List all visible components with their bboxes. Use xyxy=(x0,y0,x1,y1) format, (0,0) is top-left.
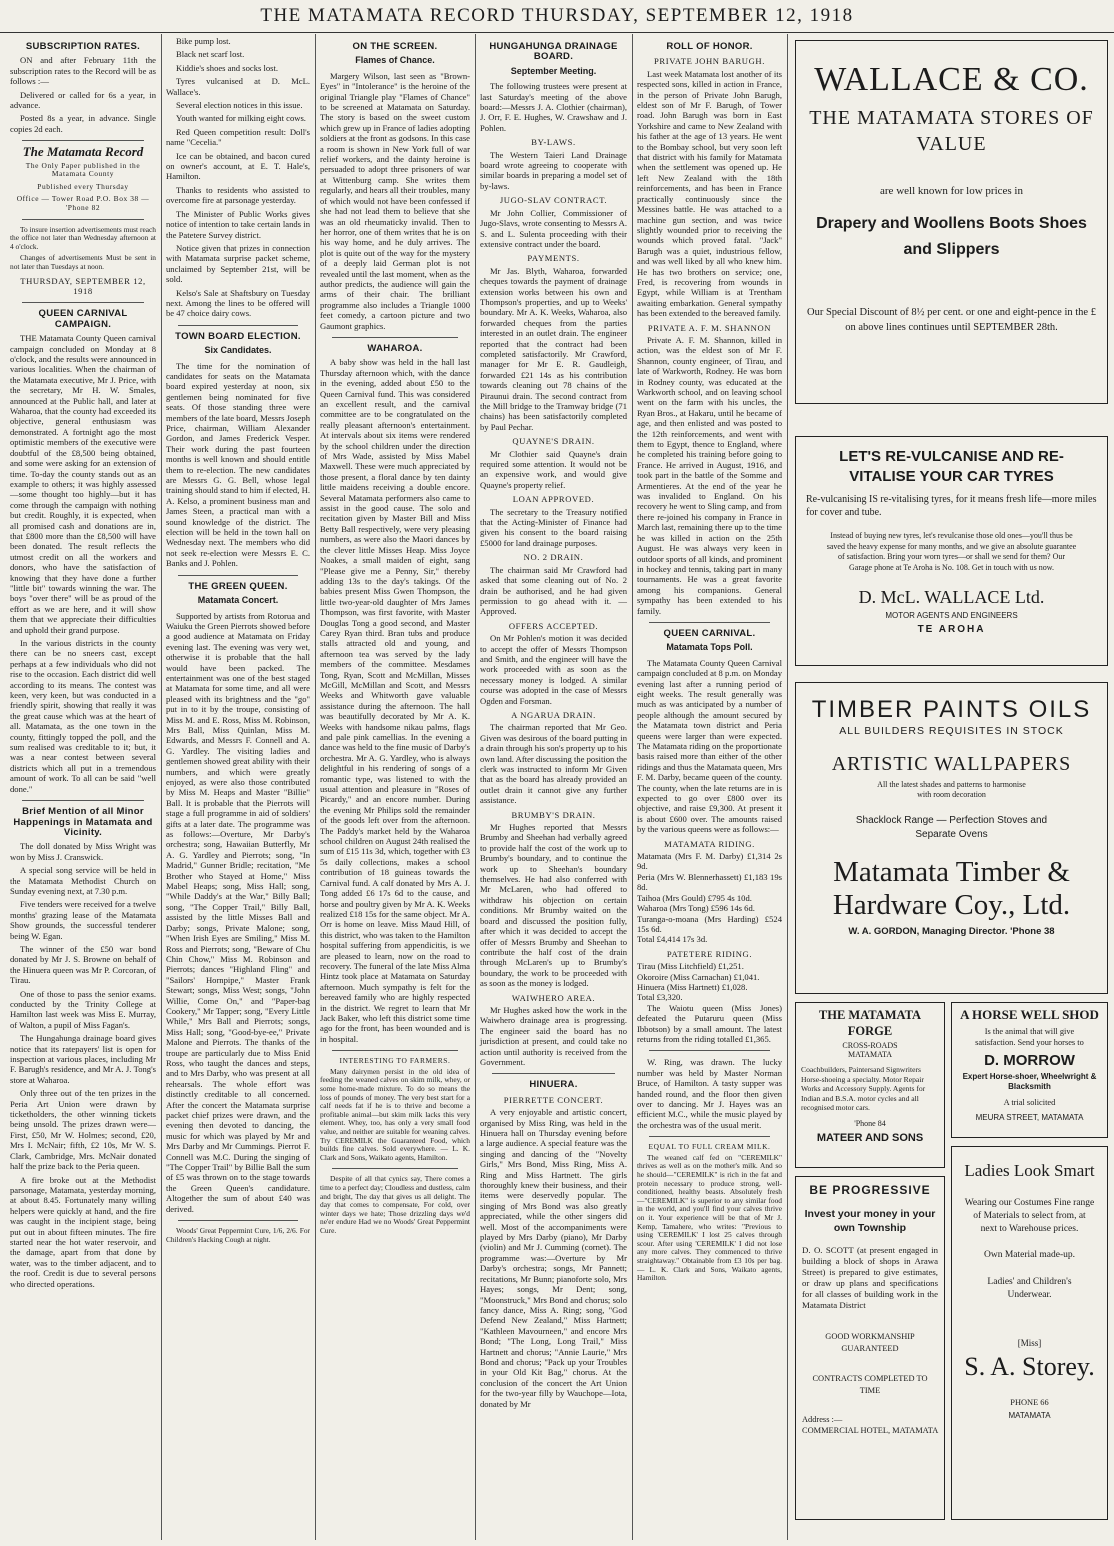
article-heading: INTERESTING TO FARMERS. xyxy=(339,1056,451,1066)
advert-firm: D. MORROW xyxy=(984,1052,1075,1069)
text: Only three out of the ten prizes in the Peria Art Union were drawn by ticketholders, the other winning tickets being unsold. The prizes drawn were—First, £50, Mr W. Holmes; second, £20, Mrs I. McNair; fifth, £2 10s, Mr W. S. Clark, Cambridge, Mrs. McNair donated half the prize back to the Peria queen. xyxy=(10,1088,156,1172)
article-heading: WAHAROA. xyxy=(367,342,423,354)
advert-subtitle: Invest your money in your own Township xyxy=(804,1208,936,1234)
text: Is the animal that will give satisfaction. Send your horses to xyxy=(975,1027,1084,1047)
divider xyxy=(649,1136,770,1137)
text: MOTOR AGENTS AND ENGINEERS xyxy=(885,611,1018,620)
divider xyxy=(178,575,298,576)
text: Youth wanted for milking eight cows. xyxy=(176,113,306,124)
section-caption: QUAYNE'S DRAIN. xyxy=(512,436,595,447)
text: Coachbuilders, Paintersand Signwriters Horse-shoeing a specialty. Motor Repair Works and Accessory Supply. Agents for Indian and B.S.A. motor cycles and all recognised motor cars. xyxy=(801,1065,926,1113)
advert-title: WALLACE & CO. xyxy=(814,61,1089,98)
column-5 xyxy=(633,36,786,1538)
section-caption: OFFERS ACCEPTED. xyxy=(508,620,599,631)
text: The chairman reported that Mr Geo. Given was desirous of the board putting in a drain through his son's property up to his own land. After discussing the position the clerk was instructed to inform Mr Given that as the board has already provided an outlet drain it cannot give any further assistance. xyxy=(480,722,627,806)
text: PHONE 66 xyxy=(1010,1398,1049,1407)
text: Private A. F. M. Shannon, killed in action, was the eldest son of Mr F. Shannon, county engineer, of Tirau, and late of Warkworth, Rodney. He was born in Rodney county, was educated at the Warkworth school, and on leaving school went on the farm with his uncles, the Ryan Bros., at Hakaru, until he became of age, and then enlisted and was posted to the 12th reinforcements, and went with them to Egypt, thence to England, where he completed his training before going to France. He arrived in August, 1916, and took part in the battle of the Somme and Armentieres. At the end of the year he was invalided to England. On his recovery he went to Sling camp, and from there re-joined his company in France in March last, remaining there up to the time he was killed in action on the 25th August. He was always very keen in outdoor sports of all kinds, and prominent in hockey and tennis, taking part in many tournaments. He was a great favorite among his companions. General sympathy has been extended to his family. xyxy=(637,334,782,616)
text: ON and after February 11th the subscription rates to the Record will be as follows :— xyxy=(10,55,156,87)
timber-advert xyxy=(795,682,1108,994)
text: Hinuera (Miss Hartnett) £1,028. xyxy=(637,981,748,992)
text: Supported by artists from Rotorua and Waiuku the Green Pierrots showed before a good audience at Matamata on Friday evening last. The evening was very wet, otherwise it is probable that the hall would have been packed. The entertainment was one of the best staged at Matamata for some time, and all were pleased with its brightness and the "go" put in to it by the troupe, consisting of Miss M. and E. Ross, Miss M. Robinson, Mrs Ball, Miss Quinlan, Miss M. Edwards, and Messrs F. Connell and A. G. Yardley. The visiting ladies and gentlemen showed great ability with their numbers, and which were greatly enjoyed, as were also those contributed by Miss M. Heaps and Master "Billie" Ball. It is probable that the Pierrots will stage a full programme in aid of soldiers' gifts at a later date. The programme was as follows:—Overture, Mr Darby's orchestra; song, Hawaiian Butterfly, Mr A. G. Yardley and Pierrots; song, "In Madrid," Gunner Bridle; recitation, "Me Brother who Stayed at Home," Miss Mabel Heaps; song, Miss Hall; song, "While Daddy's at the War," Billy Ball; song, "The Copper Trail," Billy Ball, assisted by the little Misses Ball and Darby; songs, Private Malone; song, "When Irish Eyes are Smiling," Miss M. Ross and Pierrots; song, "Beware of Chu Chin Chow," Miss M. Robinson and Pierrots; dances "Highland Fling" and "Sailors' Hornpipe," Master Frank Stewart; songs, Miss West; songs, "John Willie, Come On," and "Paper-bag Cookery," Mr Tapper; song, "Every Little While," Mrs Ball and Pierrots; songs, Miss Hall; song, "Good-bye-ee," Private Malone and Pierrots. The thanks of the troupe are particularly due to Miss Enid Ross, who taught the dances and steps, and to Mrs Darby, who was present at all rehearsals. The whole effort was distinctly creditable to all concerned. After the concert the Matamata surprise packet chief prizes were drawn, and the evening then devoted to dancing, the music for which was played by Mr and Mrs Darby and Mr Cummings. Pierrot F. Connell was M.C. During the singing of "The Copper Trail" by Billie Ball the sum of £5 was thrown on to the stage towards the Green Queen's candidature. Altogether the sum of about £40 was derived. xyxy=(166,610,310,1214)
advert-title: BE PROGRESSIVE xyxy=(809,1183,931,1197)
progressive-advert xyxy=(795,1176,945,1520)
advert-highlight: Drapery and Woollens Boots Shoes and Slippers xyxy=(816,215,1087,258)
divider xyxy=(492,1073,615,1074)
text: The weaned calf fed on "CEREMILK" thrives as well as on the mother's milk. And so he should—"CEREMILK" is rich in the fat and protein necessary to produce strong, well-conditioned, healthy beasts. Absolutely fresh—"CEREMILK" is superior to any similar food in the world, and you'll find your calves thrive on it. Your experience will be that of Mr J. Kemp, Tamahere, who writes: "Previous to using 'CEREMILK' I lost 25 calves through scour. After using 'CEREMILK' I did not lose any more calves. They commenced to thrive straightaway." Obtainable from £3 10s per bag. — L. K. Clark and Sons, Waikato agents, Hamilton. xyxy=(637,1152,782,1283)
divider xyxy=(22,219,144,220)
divider xyxy=(22,800,144,801)
section-caption: BRUMBY'S DRAIN. xyxy=(511,809,596,820)
article-heading: QUEEN CARNIVAL. xyxy=(663,627,756,639)
text: Total £4,414 17s 3d. xyxy=(637,934,708,945)
text: Office — Tower Road P.O. Box 38 — 'Phone 82 xyxy=(16,194,150,213)
text: Last week Matamata lost another of its respected sons, killed in action in France, in the person of Private John Barugh, eldest son of Mr F. Barugh, of Tower road. John Barugh was born in East Yorkshire and came to New Zealand with his father at the age of 13 years. He went to the Bombay school, but very soon left that district with his family for Matamata when the settlement was opened up. He left New Zealand with the 18th reinforcements, and has been in France practically continuously since the Messines battle. He was attached to a machine gun section, and was twice slightly wounded prior to receiving the wounds which proved fatal. "Jack" Barugh was a quiet, industrious fellow, and was well liked by all who knew him. He has two brothers on service; one, Fred, is recovering from wounds in Egypt, while William is at Trentham awaiting embarkation. General sympathy has been extended to the bereaved family. xyxy=(637,68,782,319)
advert-firm: MATEER AND SONS xyxy=(816,1131,924,1144)
wallace-advert xyxy=(795,40,1108,404)
text: D. O. SCOTT (at present engaged in building a block of shops in Arawa Street) is prepared to give estimates, or draw up plans and specifications for all classes of building work in the Matamata District xyxy=(802,1245,938,1310)
text: Turanga-o-moana (Mrs Harding) £524 15s 6d. xyxy=(637,913,782,934)
text: Expert Horse-shoer, Wheelwright & Blacksmith xyxy=(962,1072,1097,1091)
text: Okoroire (Miss Carnachan) £1,041. xyxy=(637,971,760,982)
text: A trial solicited xyxy=(1003,1098,1056,1107)
text: Our Special Discount of 8½ per cent. or one and eight-pence in the £ on above lines continues until SEPTEMBER 28th. xyxy=(807,307,1096,333)
text: The Only Paper published in the Matamata County xyxy=(25,160,141,179)
text: The secretary to the Treasury notified that the Acting-Minister of Finance had given his consent to the board raising £5000 for land drainage purposes. xyxy=(480,506,627,548)
ladies-advert xyxy=(951,1146,1108,1520)
text: Published every Thursday xyxy=(37,181,129,191)
text: Mr John Collier, Commissioner of Jugo-Slavs, wrote consenting to Messrs A. S. and L. Sulenta proceeding with their extensive contract under the board. xyxy=(480,207,627,249)
text: GOOD WORKMANSHIP GUARANTEED xyxy=(825,1332,915,1353)
text: The Waiotu queen (Miss Jones) defeated the Putaruru queen (Miss Ibbotson) by a small amount. The latest returns from the riding totalled £1,365. xyxy=(637,1002,782,1044)
column-1 xyxy=(6,36,160,1538)
tyres-advert xyxy=(795,436,1108,666)
text: MATAMATA xyxy=(1008,1411,1051,1420)
advert-title: Ladies Look Smart xyxy=(964,1161,1095,1180)
text: Mr Jas. Blyth, Waharoa, forwarded cheques towards the payment of drainage extension works between his own and Thompson's properties, and up to Weeks' boundary. Mr A. K. Weeks, Waharoa, also forwarded cheques from the parties interested in an outlet drain. The engineer reported that the contract had been completed satisfactorily. Mr Crawford, manager for Mr E. R. Gaudleigh, forwarded £21 14s as his contribution towards cleaning out 78 chains of the Piraunui drain. The second contract from the Mill bridge to the Tramway bridge (71 chains) has been satisfactorily completed by Paul Pechar. xyxy=(480,265,627,432)
text: Wearing our Costumes Fine range of Materials to select from, at next to Warehouse prices. xyxy=(964,1198,1095,1234)
paper-nameplate: The Matamata Record xyxy=(22,144,144,160)
text: The Matamata County Queen Carnival campaign concluded at 8 p.m. on Monday evening last after a running period of eight weeks. The result generally was much as was anticipated by a number of people although the amount secured by the Matamata town district and Peria queens were larger than were expected. The Matamata riding on the proportionate basis raised more than either of the other ridings and thus the Matamata queen, Mrs F. M. Darby, became queen of the county. The county, when the late returns are in is expected to go over £800 over its objective, and raise £9,300. At present it is about £600 over. The amounts raised by the various queens were as follows:— xyxy=(637,657,782,835)
text: Ladies' and Children's Underwear. xyxy=(987,1277,1072,1300)
text: Mr Clothier said Quayne's drain required some attention. It would not be an expensive work, and would give Quayne's property relief. xyxy=(480,448,627,490)
text: Woods' Great Peppermint Cure, 1/6, 2/6. For Children's Hacking Cough at night. xyxy=(166,1226,310,1244)
article-heading: HUNGAHUNGA DRAINAGE BOARD. xyxy=(489,41,618,63)
section-caption: MATAMATA RIDING. xyxy=(664,838,755,849)
section-caption: PIERRETTE CONCERT. xyxy=(503,1094,604,1105)
text: Several election notices in this issue. xyxy=(176,100,303,111)
text: Tirau (Miss Litchfield) £1,251. xyxy=(637,961,744,972)
text: CONTRACTS COMPLETED TO TIME xyxy=(812,1374,928,1395)
text: Despite of all that cynics say, There comes a time to a perfect day; Cloudless and dustless, calm and bright, The day that gives us all delight. The day that comes to compensate, For cold, over winter days we hate; Those drizzling days we'd ne'er endure Had we no Woods' Great Peppermint Cure. xyxy=(320,1174,470,1235)
text: Mr Hughes asked how the work in the Waiwhero drainage area is progressing. The engineer said the board has no jurisdiction at present, and could take no action until authority is received from the Government. xyxy=(480,1004,627,1067)
text: are well known for low prices in xyxy=(880,185,1023,197)
text: Matamata (Mrs F. M. Darby) £1,314 2s 9d. xyxy=(637,851,782,872)
divider xyxy=(649,622,770,623)
text: 'Phone 84 xyxy=(854,1118,886,1128)
advert-firm: S. A. Storey. xyxy=(964,1352,1095,1381)
text: W. Ring, was drawn. The lucky number was held by Master Norman Bruce, of Hamilton. A tasty supper was handed round, and the floor then given over to dancing. Mr J. Hayes was an efficient M.C., while the music played by the orchestra was of the usual merit. xyxy=(637,1057,782,1130)
text: Own Material made-up. xyxy=(983,1250,1075,1260)
text: Tyres vulcanised at D. McL. Wallace's. xyxy=(166,76,310,97)
advert-firm: Matamata Timber & Hardware Coy., Ltd. xyxy=(832,856,1071,921)
text: Re-vulcanising IS re-vitalising tyres, for it means fresh life—more miles for cover and tube. xyxy=(806,494,1097,518)
article-subheading: September Meeting. xyxy=(510,65,597,76)
text: CROSS-ROADS MATAMATA xyxy=(842,1041,898,1059)
text: [Miss] xyxy=(1017,1338,1042,1348)
text: Shacklock Range — Perfection Stoves and Separate Ovens xyxy=(855,815,1048,840)
advert-title: THE MATAMATA FORGE xyxy=(818,1008,922,1038)
text: In the various districts in the county there can be no sneers cast, except perhaps at a few individuals who did not rise to the occasion. Each district did well according to its means. The contest was keen, very keen, but was conducted in a friendly spirit, showing that really it was the great cause which was at the heart of all. Matamata, as the one town in the county, fittingly topped the poll, and the sum realised was creditable to it; but, it was a near contest between several districts which all put in a tremendous amount of work. To all can be said "well done." xyxy=(10,638,156,794)
advert-title: LET'S RE-VULCANISE AND RE-VITALISE YOUR CAR TYRES xyxy=(839,448,1064,485)
text: The winner of the £50 war bond donated by Mr J. S. Browne on behalf of the Hinuera queen was Mr P. Corcoran, of Tirau. xyxy=(10,943,156,986)
article-heading: TOWN BOARD ELECTION. xyxy=(175,330,301,342)
text: Changes of advertisements Must be sent in not later than Tuesdays at noon. xyxy=(10,253,156,271)
text: A special song service will be held in the Matamata Methodist Church on Sunday evening next, at 7.30 p.m. xyxy=(10,865,156,896)
divider xyxy=(178,325,298,326)
text: THE Matamata County Queen carnival campaign concluded on Monday at 8 o'clock, and the results were announced in various localities. When the chairman of the Matamata executive, Mr J. Price, with the secretary, Mr H. W. Smales, announced at the Public hall, and later at Waharoa, that the county had exceeded its objective, general enthusiasm was demonstrated. A fortnight ago the most optimistic members of the executive were doubtful of the £8,500 being obtained, and some were asking for an extension of time. To-day the county stands out as an example to others; it was highly assessed —some thought too highly—but it has come through the campaign with nothing but credit. Roughly, it is expected, when all promised cash and donations are in, that £800 more than the £8,500 will have been donated. The result reflects the utmost credit on all the workers and donors, who have the satisfaction of knowing that they have done a further "little bit" towards winning the war. The boys "over there" will be as proud of the effort as we are here, and it will show them that we appreciate their difficulties and uphold their grand purpose. xyxy=(10,333,156,635)
article-heading: HINUERA. xyxy=(529,1079,578,1091)
column-rule xyxy=(787,34,788,1540)
column-4 xyxy=(476,36,631,1538)
advert-title: A HORSE WELL SHOD xyxy=(960,1007,1099,1022)
text: Bike pump lost. xyxy=(176,36,231,46)
text: Mr Hughes reported that Messrs Brumby and Sheehan had verbally agreed to provide half the cost of the work up to Brumby's boundary, and to continue the work up to Sheehan's boundary themselves. He had also conferred with Mr McLaren, who had offered to withdraw his objection on certain conditions. Mr Brumby waited on the board and discussed the position fully, after which it was decided to accept the offer of Messrs Brumby and Sheehan to contribute the half cost of the drain through McLaren's up to Brumby's boundary, the work to be proceeded with as soon as the money is lodged. xyxy=(480,822,627,989)
text: Notice given that prizes in connection with Matamata surprise packet scheme, unclaimed by September 21st, will be sold. xyxy=(166,242,310,285)
text: The following trustees were present at last Saturday's meeting of the above board:—Messrs J. A. Clothier (chairman), J. Orr, F. E. Hughes, W. Crawshaw and J. Pohlen. xyxy=(480,81,627,133)
text: A fire broke out at the Methodist parsonage, Matamata, yesterday morning, at about 8.45. Fortunately many willing helpers were quickly at hand, and the fire was caught in the incipient stage, being put out in about fifteen minutes. The fire started near the hot water reservoir, and the damage, apart from that done by water, was to the timber adjacent, and to the roof. Credit is due to several persons who directed operations. xyxy=(10,1174,156,1289)
text: The chairman said Mr Crawford had asked that some cleaning out of No. 2 drain be authorised, and he had given permission to go ahead with it. —Approved. xyxy=(480,564,627,617)
subscription-heading: SUBSCRIPTION RATES. xyxy=(25,41,141,52)
column-2 xyxy=(162,36,314,1538)
text: W. A. GORDON, Managing Director. 'Phone 38 xyxy=(848,926,1055,937)
text: Peria (Mrs W. Blennerhassett) £1,183 19s 8d. xyxy=(637,871,782,893)
text: Ice can be obtained, and bacon cured on owner's account, at E. T. Hale's, Hamilton. xyxy=(166,150,310,182)
horse-shod-advert xyxy=(951,1002,1108,1138)
article-heading: QUEEN CARNIVAL CAMPAIGN. xyxy=(38,308,128,330)
text: Many dairymen persist in the old idea of feeding the weaned calves on skim milk, whey, or some home-made mixture. To do so means the loss of pounds of money. The very best start for a calf needs fat if he is to thrive and become a profitable animal—but skim milk lacks this very element. Whey, too, has only a very small food value, and neither are suitable for weaning calves. Try CEREMILK the Guaranteed Food, which builds fine calves. Sold everywhere. — L. K. Clark and Sons, Waikato agents, Hamilton. xyxy=(320,1066,470,1162)
section-caption: PRIVATE A. F. M. SHANNON xyxy=(647,322,772,333)
text: To insure insertion advertisements must reach the office not later than Wednesday afternoon at 4 o'clock. xyxy=(10,224,156,251)
divider xyxy=(22,140,144,141)
section-caption: WAIWHERO AREA. xyxy=(511,992,596,1003)
article-subheading: Matamata Tops Poll. xyxy=(666,642,753,653)
text: Waharoa (Mrs Tong) £596 14s 6d. xyxy=(637,903,755,914)
text: Posted 8s a year, in advance. Single copies 2d each. xyxy=(10,113,156,134)
section-caption: BY-LAWS. xyxy=(531,137,576,148)
text: The Western Taieri Land Drainage board wrote agreeing to cooperate with similar boards in preparing a model set of by-laws. xyxy=(480,149,627,191)
text: Instead of buying new tyres, let's revulcanise those old ones—you'll thus be saved the heavy expense for many months, and we give an absolute guarantee of satisfaction. Bring your worn tyres—or shall we send for them? Our Garage phone at Te Aroha is No. 108. Get in touch with us now. xyxy=(826,531,1077,572)
section-caption: PRIVATE JOHN BARUGH. xyxy=(654,56,765,67)
section-caption: JUGO-SLAV CONTRACT. xyxy=(499,195,608,206)
divider xyxy=(649,1050,770,1051)
text: The Hungahunga drainage board gives notice that its ratepayers' list is open for inspection at various places, including Mr F. Barugh's residence, and Mr A. J. Tong's store at Waharoa. xyxy=(10,1033,156,1085)
column-3 xyxy=(316,36,474,1538)
dateline: THURSDAY, SEPTEMBER 12, 1918 xyxy=(20,275,146,296)
text: Taihoa (Mrs Gould) £795 4s 10d. xyxy=(637,892,752,903)
article-subheading: Flames of Chance. xyxy=(355,55,435,66)
divider xyxy=(178,1220,298,1221)
text: The time for the nomination of candidates for seats on the Matamata board expired yesterday at noon, six gentlemen being nominated for five seats. Of those standing three were members of the late board, Messrs Joseph Price, chairman, William Alexander Gordon, and James Frederick Vesper. Their work during the past fourteen months is well known and should entitle them to re-election. The new candidates are Messrs G. G. Bell, whose legal training should stand to him if elected, H. A. Kelso, a prominent business man and James Steen, a practical man with a sound knowledge of the district. The election will be held in the town hall on Wednesday next. The members who did not seek re-election were Messrs E. C. Banks and J. Pohlen. xyxy=(166,360,310,569)
section-caption: NO. 2 DRAIN. xyxy=(523,552,584,563)
text: Kelso's Sale at Shaftsbury on Tuesday next. Among the lines to be offered will be 47 choice dairy cows. xyxy=(166,287,310,319)
divider xyxy=(332,1050,458,1051)
text: The Minister of Public Works gives notice of intention to take certain lands in the Patetere Survey district. xyxy=(166,208,310,240)
text: Five tenders were received for a twelve months' grazing lease of the Matamata Show grounds, the successful tenderer being W. Egan. xyxy=(10,899,156,941)
text: ALL BUILDERS REQUISITES IN STOCK xyxy=(839,725,1064,737)
masthead: THE MATAMATA RECORD THURSDAY, SEPTEMBER 12, 1918 xyxy=(0,0,1114,33)
text: All the latest shades and patterns to harmonise with room decoration xyxy=(877,780,1026,799)
advert-subtitle: THE MATAMATA STORES OF VALUE xyxy=(809,107,1094,155)
text: COMMERCIAL HOTEL, MATAMATA xyxy=(802,1426,939,1435)
divider xyxy=(332,1168,458,1169)
article-heading: Brief Mention of all Minor Happenings in Matamata and Vicinity. xyxy=(13,806,153,838)
section-caption: PAYMENTS. xyxy=(527,253,580,264)
text: One of those to pass the senior exams. conducted by the Trinity College at Hamilton last week was Miss E. Murray, of Walton, a pupil of Miss Fagan's. xyxy=(10,988,156,1030)
article-heading: ON THE SCREEN. xyxy=(352,41,438,52)
forge-advert xyxy=(795,1002,945,1168)
text: Thanks to residents who assisted to overcome fire at parsonage yesterday. xyxy=(166,184,310,206)
text: A baby show was held in the hall last Thursday afternoon which, with the dance in the evening, added about £50 to the Queen Carnival fund. This was considered an excellent result, and the carnival committee are to be congratulated on the really pleasant afternoon's entertainment. At intervals about six items were rendered by the school children under the direction of Mrs Wade, assisted by Miss Mabel Maxwell. These were much appreciated by those present, a floral dance by ten dainty little maidens receiving a double encore. Several Matamata performers also came to assist in the good cause. The solo and recitation given by Master Bill and Miss Betty Ball respectively, were very pleasing numbers, as were also the Maori dances by the clever little Misses Heap. Miss Joyce Noakes, a small maiden of eight, sang "Please give me a Penny, Sir," thereby adding 13s to the day's takings. Of the babies present Miss Gwen Thompson, the little two-year-old daughter of Mrs James Thompson, was first favorite, with Master Douglas Tong a good second, and Master Carey Ryan third. Bran tubs and produce stalls attracted old and young, and afternoon tea was served by the lady members of the committee. Mesdames Tong, Ryan, Scott and McMillan, Misses McGill, McMillan and Scott, and Messrs Weeks and Whitworth gave valuable assistance during the afternoon. The hall was beautifully decorated by Mr A. K. Weeks with handsome nikau palms, flags and pale pink camellias. In the evening a dance was held to the fine music of Darby's orchestra. Mr A. G. Yardley, who is always delightful in his rendering of songs of a romantic type, was listened to with the usual attention and pleasure in "Roses of Picardy," and an encore number. During the evening Mr Philips sold the remainder of the goods left over from the afternoon. The Paddy's market held by the Waharoa school children on August 24th realised the sum of £15 11s 3d, which, together with £3 5s daily collections, makes a school contribution of 18 guineas towards the Carnival fund. A calf donated by Mrs A. J. Tong added £6 17s 6d to the cause, and horse and poultry given by Mr A. K. Weeks realized £18 15s for the same object. Mr A. Orr is home on leave. Miss Maud Hill, of this district, who was taken to the Hamilton hospital suffering from appendicitis, is we are pleased to learn, now on the road to recovery. The funeral of the late Miss Alma Hintz took place at Matamata on Saturday afternoon. Much sympathy is felt for the bereaved family who are highly respected in the district. We regret to learn that Mr Jack Baker, who left this district some time ago for the front, has been wounded and is in hospital. xyxy=(320,357,470,1044)
text: TE AROHA xyxy=(917,624,986,635)
article-heading: THE GREEN QUEEN. xyxy=(188,580,288,592)
advert-title: TIMBER PAINTS OILS xyxy=(811,696,1092,723)
article-subheading: Matamata Concert. xyxy=(197,595,279,606)
article-heading: EQUAL TO FULL CREAM MILK. xyxy=(648,1142,771,1152)
divider xyxy=(22,302,144,303)
text: Kiddie's shoes and socks lost. xyxy=(176,62,279,73)
article-heading: ROLL OF HONOR. xyxy=(666,41,753,52)
article-subheading: Six Candidates. xyxy=(204,345,272,356)
text: Red Queen competition result: Doll's name "Cecelia." xyxy=(166,126,310,148)
advert-firm: D. McL. WALLACE Ltd. xyxy=(858,587,1045,607)
text: A very enjoyable and artistic concert, organised by Miss Ring, was held in the Hinuera hall on Thursday evening before a large audience. A special feature was the singing and dancing of the "Novelty Girls," Mrs Bond, Miss Ring, Miss A. Ring and Miss Hartnett. The girls thoroughly knew their business, and their items were deservedly popular. The singing of Mrs Bond was also greatly appreciated, while the other singers did well. Most of the accompaniments were played by Mrs Darby (piano), Mr Darby (violin) and Mr J. Cumming (cornet). The programme was:—Overture by Mr Darby's orchestra; songs, Mr Pannett; recitations, Mr Bunn; pianoforte solo, Mrs Hayes; songs, Mr Dent; song, "Moonstruck," Mrs Bond and chorus; solo fancy dance, Miss A. Ring; song, "God Defend New Zealand," Miss Hartnett; "Kathleen Mavourneen," and encore Mrs Bond; "The Long, Long Trail," Miss Hartnett and chorus; "Annie Laurie," Mrs Bond and chorus; "Pack up your Troubles in your Old Kit Bag," chorus. At the conclusion of the concert the Art Union for the two-year filly by Wauchope—Iota, donated by Mr xyxy=(480,1107,627,1409)
divider xyxy=(332,337,458,338)
text: Delivered or called for 6s a year, in advance. xyxy=(10,89,156,111)
text: Total £3,320. xyxy=(637,992,683,1003)
text: Black net scarf lost. xyxy=(176,49,245,60)
text: On Mr Pohlen's motion it was decided to accept the offer of Messrs Thompson and Smith, and the engineer will have the work proceeded with as soon as the necessary money is lodged. A similar course was adopted in the case of Messrs Ogden and Forsman. xyxy=(480,633,627,706)
section-caption: PATETERE RIDING. xyxy=(666,948,753,959)
advert-highlight: ARTISTIC WALLPAPERS xyxy=(831,753,1072,775)
text: The doll donated by Miss Wright was won by Miss J. Cranswick. xyxy=(10,841,156,862)
text: Address :— xyxy=(802,1415,843,1424)
section-caption: LOAN APPROVED. xyxy=(512,494,595,505)
text: MEURA STREET, MATAMATA xyxy=(975,1113,1084,1122)
section-caption: A NGARUA DRAIN. xyxy=(511,709,596,720)
text: Margery Wilson, last seen as "Brown-Eyes" in "Intolerance" is the heroine of the original Triangle play "Flames of Chance" to be screened at Matamata on Saturday. The story is based on the sweet custom which grew up in France of ladies adopting soldiers at the front as godsons. In this case a room is shown in New York full of war relief workers, and the dainty heroine is persuaded to adopt three prisoners of war at Wittenburg camp. She writes them regularly, and hears all their troubles, many of which would not have been confessed if she had not lead them to believe that she was an old rheumaticky invalid. Then to her horror, one of them writes that he is on his way home, and he duly arrives. The plot is quite out of the way for the mystery of a deeply laid German plot is not revealed until the last moment, when as the author predicts, the audience will gain the arms of their chair. The brilliant programme also includes a Triangle 1000 feet comedy, a cartoon picture and two Gaumont graphics. xyxy=(320,70,470,331)
